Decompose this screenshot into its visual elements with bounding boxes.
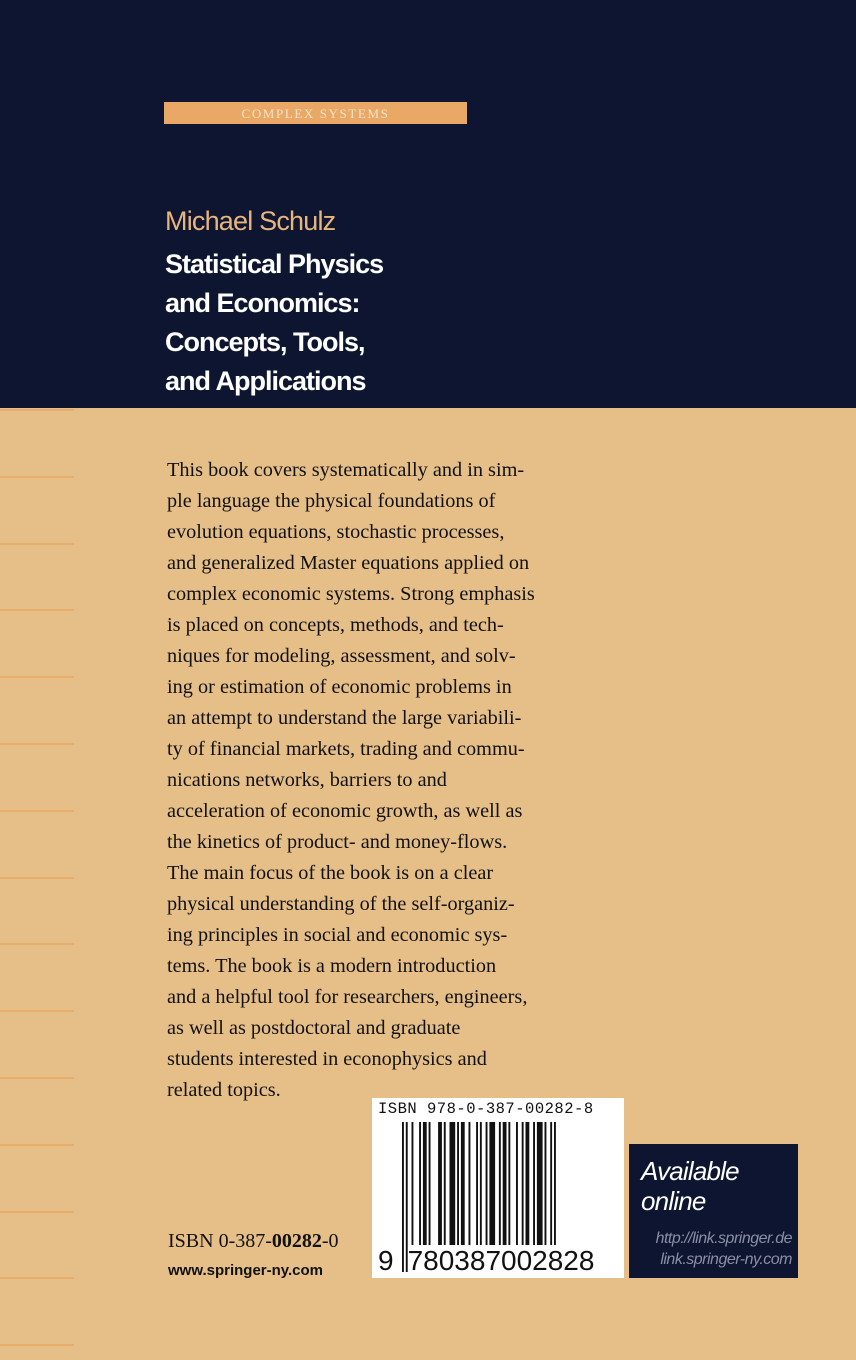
online-label: online — [641, 1186, 706, 1216]
isbn10-prefix: ISBN 0-387- — [168, 1230, 272, 1252]
description-line: ple language the physical foundations of — [167, 490, 496, 512]
tick-mark — [0, 1277, 74, 1279]
title-line: Concepts, Tools, — [165, 327, 365, 357]
tick-mark — [0, 810, 74, 812]
description-line: and a helpful tool for researchers, engineers, — [167, 986, 528, 1008]
tick-mark — [0, 1010, 74, 1012]
tick-mark — [0, 676, 74, 678]
description-line: and generalized Master equations applied on — [167, 552, 530, 574]
description-line: nications networks, barriers to and — [167, 769, 447, 791]
tick-mark — [0, 943, 74, 945]
description-line: This book covers systematically and in sim- — [167, 459, 525, 481]
description-line: students interested in econophysics and — [167, 1048, 487, 1070]
tick-mark — [0, 476, 74, 478]
description-line: an attempt to understand the large variabili- — [167, 707, 522, 729]
tick-mark — [0, 877, 74, 879]
ean-digits — [378, 1245, 594, 1277]
isbn-barcode — [372, 1098, 624, 1278]
tick-mark — [0, 543, 74, 545]
isbn10-suffix: -0 — [321, 1230, 339, 1252]
ean-digits-rest: 780387002828 — [407, 1245, 595, 1276]
description-line: as well as postdoctoral and graduate — [167, 1017, 461, 1039]
description-line: tems. The book is a modern introduction — [167, 955, 497, 977]
url-springer-ny[interactable]: link.springer-ny.com — [660, 1251, 792, 1268]
tick-mark — [0, 1344, 74, 1346]
cover-header-band — [0, 0, 856, 408]
description-line: complex economic systems. Strong emphasis — [167, 583, 535, 605]
tick-mark — [0, 609, 74, 611]
available-online-box — [629, 1144, 798, 1278]
tick-mark — [0, 409, 74, 411]
title-line: Statistical Physics — [165, 249, 384, 279]
tick-mark — [0, 1211, 74, 1213]
description-line: related topics. — [167, 1079, 281, 1101]
series-label: COMPLEX SYSTEMS — [164, 102, 467, 124]
tick-mark — [0, 1144, 74, 1146]
author-name: Michael Schulz — [165, 206, 336, 236]
isbn10 — [168, 1230, 339, 1253]
description-line: niques for modeling, assessment, and solv- — [167, 645, 516, 667]
book-title — [165, 245, 383, 401]
description-line: the kinetics of product- and money-flows. — [167, 831, 508, 853]
available-label: Available — [641, 1156, 739, 1186]
description-line: is placed on concepts, methods, and tech- — [167, 614, 504, 636]
book-description — [167, 455, 607, 1106]
url-springer-de[interactable]: http://link.springer.de — [655, 1230, 792, 1247]
description-line: evolution equations, stochastic processes, — [167, 521, 505, 543]
isbn13-text: ISBN 978-0-387-00282-8 — [378, 1100, 594, 1118]
isbn10-bold: 00282 — [271, 1230, 322, 1252]
title-line: and Economics: — [165, 288, 360, 318]
description-line: The main focus of the book is on a clear — [167, 862, 494, 884]
ean-first-digit: 9 — [378, 1245, 394, 1276]
publisher-website[interactable]: www.springer-ny.com — [168, 1262, 324, 1279]
description-line: ty of financial markets, trading and commu- — [167, 738, 525, 760]
description-line: acceleration of economic growth, as well as — [167, 800, 523, 822]
description-line: physical understanding of the self-organiz- — [167, 893, 515, 915]
tick-mark — [0, 1077, 74, 1079]
tick-mark — [0, 743, 74, 745]
title-line: and Applications — [165, 366, 366, 396]
description-line: ing or estimation of economic problems in — [167, 676, 512, 698]
description-line: ing principles in social and economic sys- — [167, 924, 508, 946]
